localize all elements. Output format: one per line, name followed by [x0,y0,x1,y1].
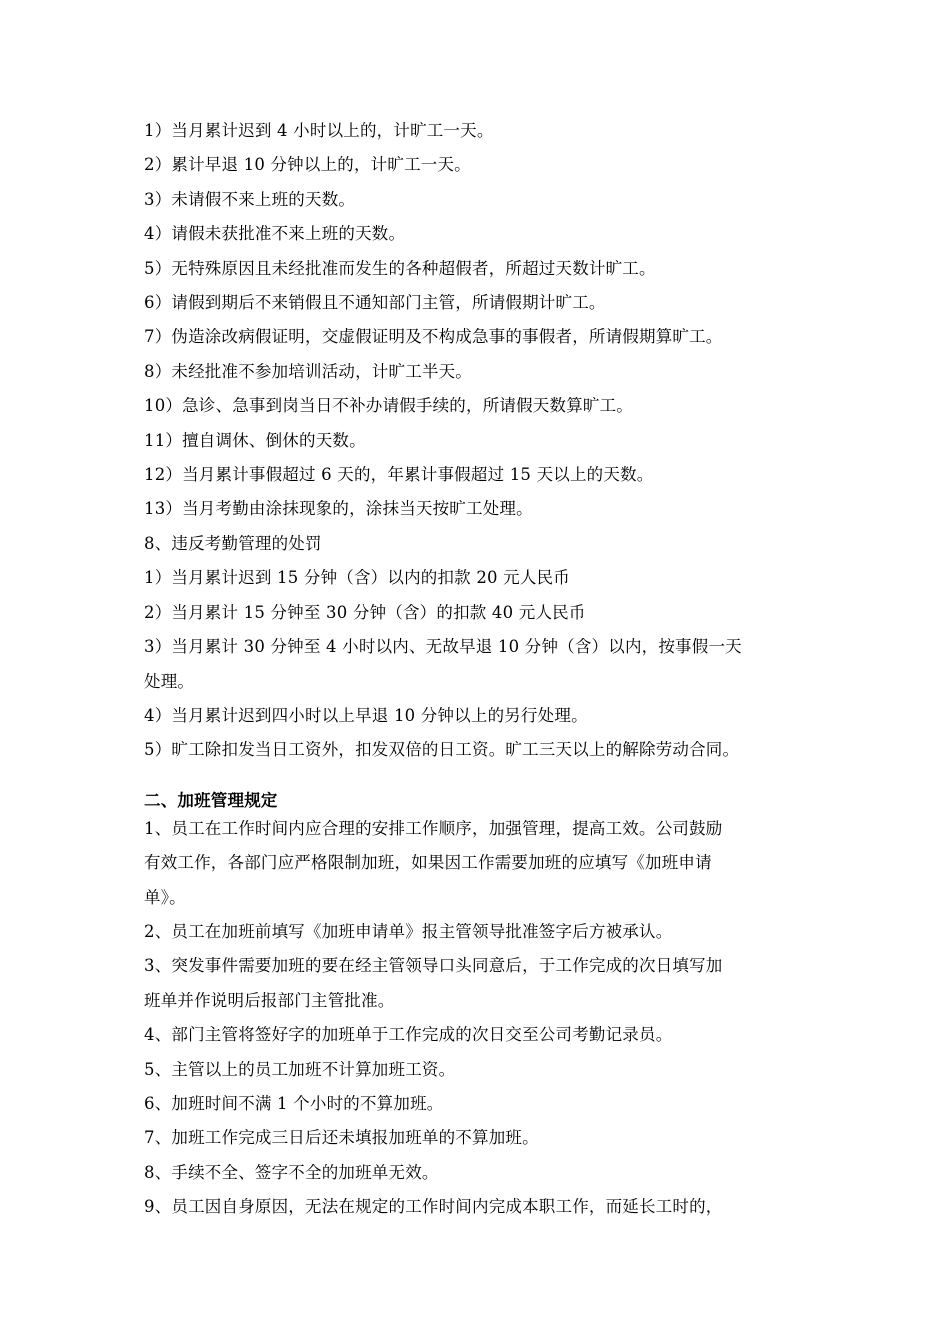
list-item: 10）急诊、急事到岗当日不补办请假手续的，所请假天数算旷工。 [144,396,633,416]
paragraph: 8、手续不全、签字不全的加班单无效。 [144,1162,439,1182]
list-item: 11）擅自调休、倒休的天数。 [144,430,366,450]
paragraph: 4、部门主管将签好字的加班单于工作完成的次日交至公司考勤记录员。 [144,1025,673,1045]
paragraph [144,812,824,915]
document-page [144,114,824,1225]
paragraph: 2、员工在加班前填写《加班申请单》报主管领导批准签字后方被承认。 [144,921,673,941]
paragraph: 7、加班工作完成三日后还未填报加班单的不算加班。 [144,1128,539,1148]
list-item: 2）累计早退 10 分钟以上的，计旷工一天。 [144,155,471,175]
paragraph-line: 1、员工在工作时间内应合理的安排工作顺序，加强管理，提高工效。公司鼓励 [144,818,723,838]
list-item: 12）当月累计事假超过 6 天的，年累计事假超过 15 天以上的天数。 [144,465,654,485]
list-item: 3）未请假不来上班的天数。 [144,189,356,209]
paragraph-line: 有效工作，各部门应严格限制加班，如果因工作需要加班的应填写《加班申请 [144,853,712,873]
list-item: 8）未经批准不参加培训活动，计旷工半天。 [144,361,472,381]
paragraph-line: 单》。 [144,887,186,907]
list-item: 1）当月累计迟到 4 小时以上的，计旷工一天。 [144,121,494,140]
list-item [144,630,824,699]
list-item: 1）当月累计迟到 15 分钟（含）以内的扣款 20 元人民币 [144,568,570,588]
paragraph-line: 3、突发事件需要加班的要在经主管领导口头同意后，于工作完成的次日填写加 [144,956,723,976]
list-item: 4）请假未获批准不来上班的天数。 [144,224,406,244]
paragraph-line: 班单并作说明后报部门主管批准。 [144,990,395,1010]
absence-rules-list [144,114,824,527]
list-item: 6）请假到期后不来销假且不通知部门主管，所请假期计旷工。 [144,293,606,313]
overtime-rules [144,812,824,1225]
list-item: 7）伪造涂改病假证明，交虚假证明及不构成急事的事假者，所请假期算旷工。 [144,327,723,347]
list-item: 5）无特殊原因且未经批准而发生的各种超假者，所超过天数计旷工。 [144,258,656,278]
list-item-line: 3）当月累计 30 分钟至 4 小时以内、无故早退 10 分钟（含）以内，按事假一天 [144,637,742,657]
list-item-line: 处理。 [144,671,195,691]
section-8-title: 8、违反考勤管理的处罚 [144,533,322,553]
section-spacer [144,768,824,790]
list-item: 13）当月考勤由涂抹现象的，涂抹当天按旷工处理。 [144,499,533,519]
paragraph: 6、加班时间不满 1 个小时的不算加班。 [144,1093,444,1113]
penalty-list [144,561,824,767]
section-heading: 二、加班管理规定 [144,790,278,810]
list-item: 2）当月累计 15 分钟至 30 分钟（含）的扣款 40 元人民币 [144,602,586,622]
list-item: 5）旷工除扣发当日工资外，扣发双倍的日工资。旷工三天以上的解除劳动合同。 [144,740,740,760]
paragraph [144,949,824,1018]
paragraph: 5、主管以上的员工加班不计算加班工资。 [144,1059,456,1079]
paragraph: 9、员工因自身原因，无法在规定的工作时间内完成本职工作，而延长工时的， [144,1197,723,1217]
list-item: 4）当月累计迟到四小时以上早退 10 分钟以上的另行处理。 [144,705,588,725]
